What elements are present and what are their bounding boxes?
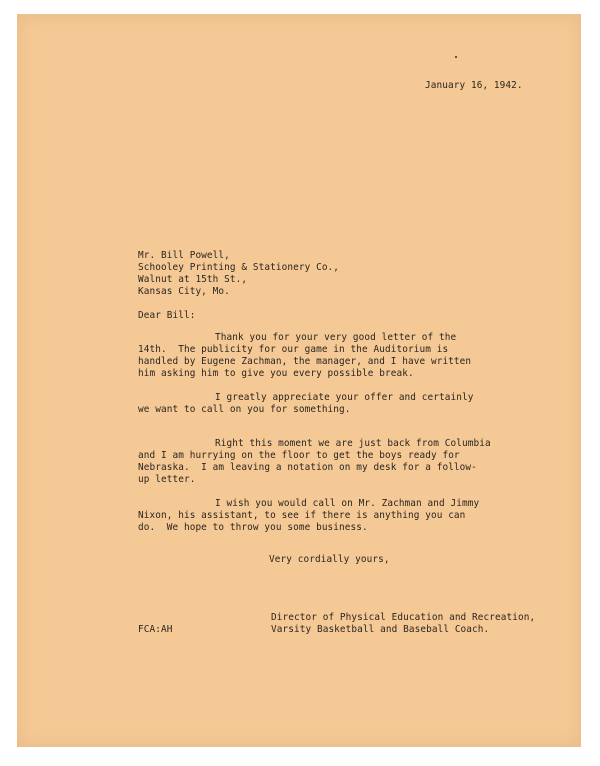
paragraph-line: him asking him to give you every possible break.	[138, 368, 414, 379]
paragraph-line: do. We hope to throw you some business.	[138, 522, 368, 533]
paragraph-line: 14th. The publicity for our game in the Auditorium is	[138, 344, 449, 355]
closing: Very cordially yours,	[269, 554, 390, 565]
letter-page	[17, 14, 581, 747]
paragraph-line: I wish you would call on Mr. Zachman and Jimmy	[215, 498, 480, 509]
recipient-line: Schooley Printing & Stationery Co.,	[138, 262, 340, 273]
signature-title-line: Varsity Basketball and Baseball Coach.	[271, 624, 490, 635]
recipient-line: Mr. Bill Powell,	[138, 250, 230, 261]
recipient-line: Walnut at 15th St.,	[138, 274, 248, 285]
salutation: Dear Bill:	[138, 310, 196, 321]
paragraph-line: up letter.	[138, 474, 196, 485]
paragraph-line: handled by Eugene Zachman, the manager, and I have written	[138, 356, 472, 367]
paragraph-line: Thank you for your very good letter of the	[215, 332, 457, 343]
paragraph-line: and I am hurrying on the floor to get the boys ready for	[138, 450, 460, 461]
recipient-line: Kansas City, Mo.	[138, 286, 230, 297]
paragraph-line: Nebraska. I am leaving a notation on my desk for a follow-	[138, 462, 477, 473]
letter-date: January 16, 1942.	[425, 80, 523, 91]
paragraph-line: Right this moment we are just back from Columbia	[215, 438, 491, 449]
paragraph-line: we want to call on you for something.	[138, 404, 351, 415]
typist-initials: FCA:AH	[138, 624, 173, 635]
paper-speck	[455, 56, 457, 58]
paragraph-line: I greatly appreciate your offer and certainly	[215, 392, 474, 403]
paragraph-line: Nixon, his assistant, to see if there is anything you can	[138, 510, 466, 521]
signature-title-line: Director of Physical Education and Recreation,	[271, 612, 536, 623]
